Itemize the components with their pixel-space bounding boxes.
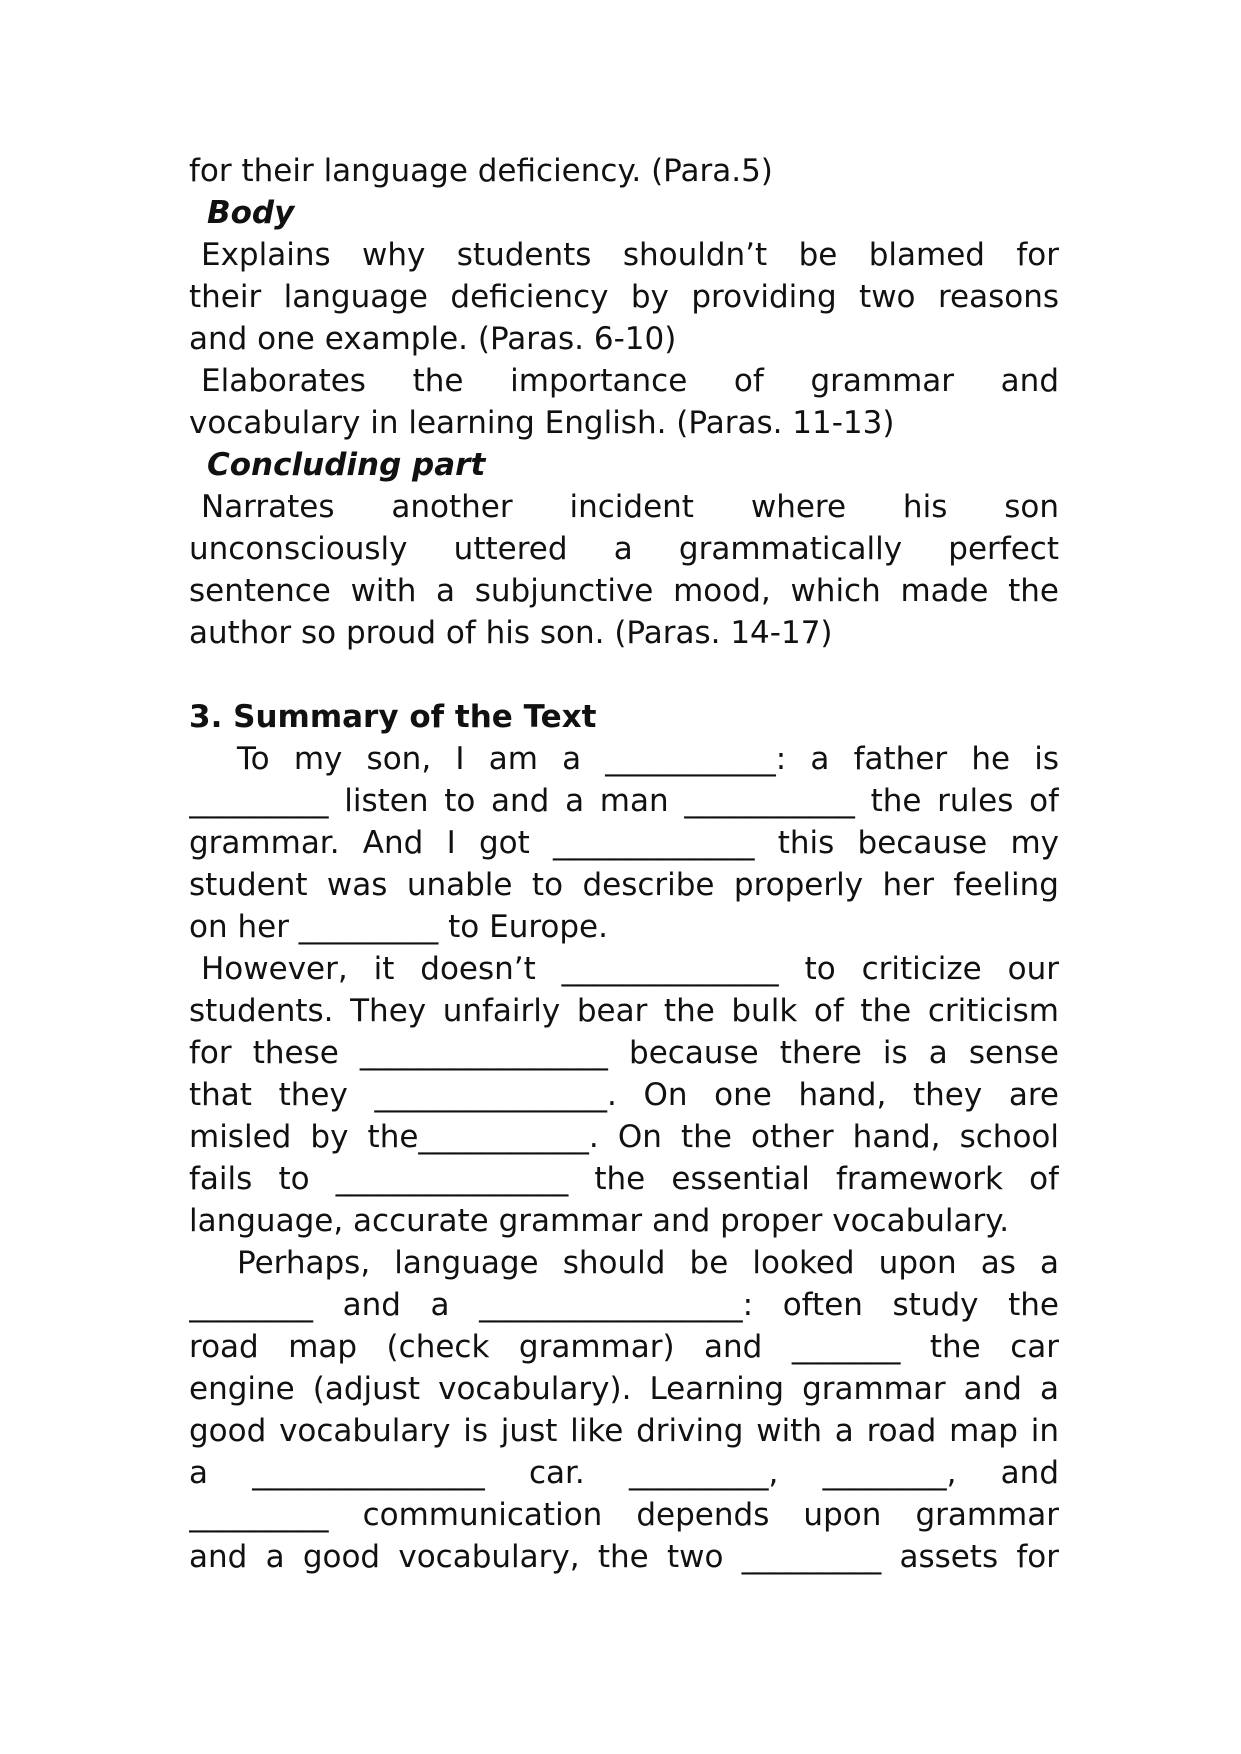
text-line: misled by the___________. On the other hand, school	[189, 1119, 1059, 1155]
text-line: _________ communication depends upon grammar	[189, 1497, 1059, 1533]
text-line: road map (check grammar) and _______ the car	[189, 1329, 1059, 1365]
text-line: fails to _______________ the essential framework of	[189, 1161, 1059, 1197]
text-line: for these ________________ because there is a sense	[189, 1035, 1059, 1071]
section-subheading-concluding: Concluding part	[207, 447, 486, 483]
text-line: and one example. (Paras. 6-10)	[189, 321, 677, 357]
text-line: author so proud of his son. (Paras. 14-17)	[189, 615, 833, 651]
text-line: To my son, I am a ___________: a father he is	[237, 741, 1059, 777]
text-line: their language deficiency by providing two reasons	[189, 279, 1059, 315]
document-page	[189, 150, 1059, 1578]
blank-line	[189, 654, 1059, 696]
text-line: ________ and a _________________: often study the	[189, 1287, 1059, 1323]
text-line: However, it doesn’t ______________ to criticize our	[201, 951, 1059, 987]
text-line: engine (adjust vocabulary). Learning grammar and a	[189, 1371, 1059, 1407]
text-line: language, accurate grammar and proper vocabulary.	[189, 1203, 1010, 1239]
text-line: vocabulary in learning English. (Paras. 11-13)	[189, 405, 895, 441]
text-line: students. They unfairly bear the bulk of the criticism	[189, 993, 1059, 1029]
text-line: _________ listen to and a man ___________ the rules of	[189, 783, 1059, 819]
text-line: grammar. And I got _____________ this because my	[189, 825, 1059, 861]
text-line: Elaborates the importance of grammar and	[201, 363, 1059, 399]
section-heading-summary: 3. Summary of the Text	[189, 699, 597, 735]
text-line: Narrates another incident where his son	[201, 489, 1059, 525]
text-line: and a good vocabulary, the two _________ assets for	[189, 1539, 1059, 1575]
section-subheading-body: Body	[207, 195, 295, 231]
text-line: student was unable to describe properly her feeling	[189, 867, 1059, 903]
text-line: on her _________ to Europe.	[189, 909, 608, 945]
text-line: Perhaps, language should be looked upon as a	[237, 1245, 1059, 1281]
text-line: for their language deficiency. (Para.5)	[189, 153, 773, 189]
text-line: that they _______________. On one hand, they are	[189, 1077, 1059, 1113]
text-line: unconsciously uttered a grammatically perfect	[189, 531, 1059, 567]
text-line: Explains why students shouldn’t be blamed for	[201, 237, 1059, 273]
text-line: good vocabulary is just like driving with a road map in	[189, 1413, 1059, 1449]
text-line: sentence with a subjunctive mood, which made the	[189, 573, 1059, 609]
text-line: a _______________ car. _________, ________, and	[189, 1455, 1059, 1491]
